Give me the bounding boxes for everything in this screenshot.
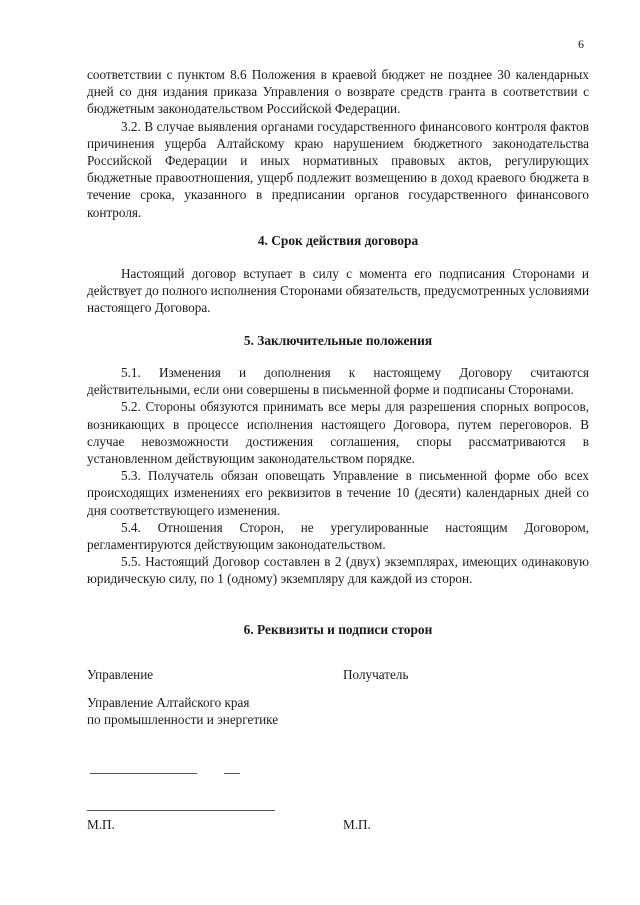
signature-line-short (90, 773, 197, 774)
left-party-organization (87, 694, 278, 728)
section-4-body (87, 265, 589, 317)
paragraph-3-2: 3.2. В случае выявления органами государственного финансового контроля фактов причинения ущерба Алтайскому краю нарушением бюджетного законодательства Российской Федерации и иных нормативных правовых актов, регулирующих бюджетные правоотношения, ущерб подлежит возмещению в доход краевого бюджета в течение срока, указанного в предписании органов государственного финансового контроля. (87, 118, 589, 220)
left-org-line-1: Управление Алтайского края (87, 695, 250, 710)
paragraph-5-2: 5.2. Стороны обязуются принимать все меры для разрешения спорных вопросов, возникающих в процессе исполнения настоящего Договора, путем переговоров. В случае невозможности достижения соглашения, споры рассматриваются в установленном действующим законодательством порядке. (87, 399, 589, 467)
section-6-title: 6. Реквизиты и подписи сторон (243, 622, 433, 637)
paragraph-5-1: 5.1. Изменения и дополнения к настоящему Договору считаются действительными, если они совершены в письменной форме и подписаны Сторонами. (87, 365, 589, 398)
section-4-title: 4. Срок действия договора (257, 233, 419, 248)
paragraph-4: Настоящий договор вступает в силу с момента его подписания Сторонами и действует до полного исполнения Сторонами обязательств, предусмотренных условиями настоящего Договора. (87, 266, 589, 316)
page-number: 6 (578, 37, 584, 51)
signature-line-left (87, 810, 275, 811)
right-party-label: Получатель (343, 667, 409, 682)
paragraph-5-5: 5.5. Настоящий Договор составлен в 2 (двух) экземплярах, имеющих одинаковую юридическую силу, по 1 (одному) экземпляру для каждой из сторон. (87, 554, 589, 587)
paragraph-3-1-tail: соответствии с пунктом 8.6 Положения в краевой бюджет не позднее 30 календарных дней со дня издания приказа Управления о возврате средств гранта в соответствии с бюджетным законодательством Российской Федерации. (87, 67, 589, 117)
section-5-body (87, 364, 589, 588)
section-5-title: 5. Заключительные положения (243, 333, 433, 348)
left-org-line-2: по промышленности и энергетике (87, 712, 279, 727)
signature-line-dash (224, 773, 240, 774)
left-stamp-label: М.П. (87, 817, 115, 832)
paragraph-5-3: 5.3. Получатель обязан оповещать Управление в письменной форме обо всех происходящих изменениях его реквизитов в течение 10 (десяти) календарных дней со дня соответствующего изменения. (87, 468, 589, 518)
paragraph-5-4: 5.4. Отношения Сторон, не урегулированные настоящим Договором, регламентируются действующим законодательством. (87, 519, 589, 553)
section-3-continuation (87, 66, 589, 221)
left-party-label: Управление (87, 667, 154, 682)
right-stamp-label: М.П. (343, 817, 371, 832)
